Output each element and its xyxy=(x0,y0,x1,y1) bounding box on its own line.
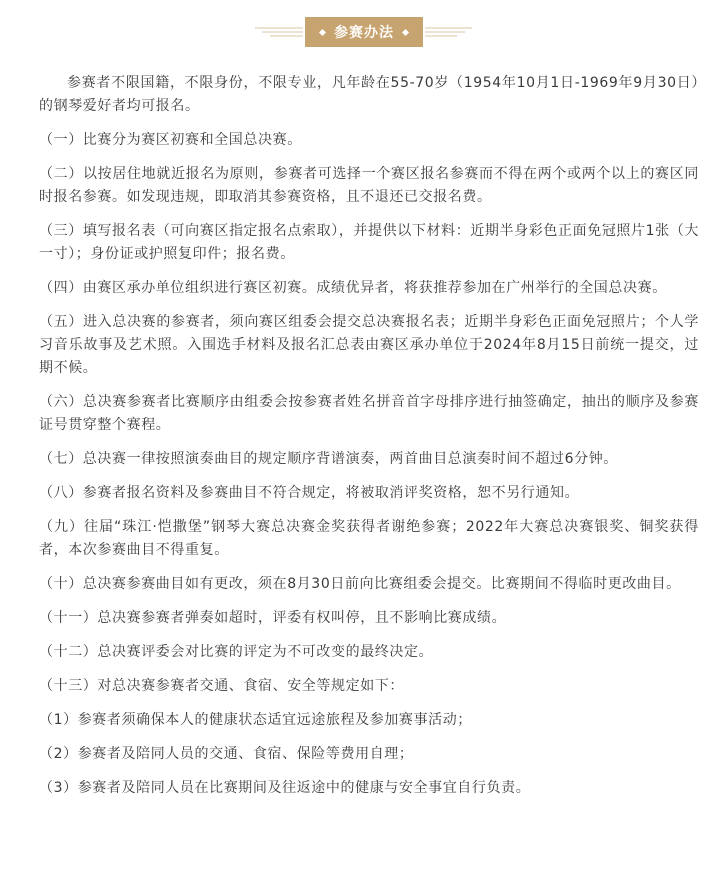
rule-item: （七）总决赛一律按照演奏曲目的规定顺序背谱演奏，两首曲目总演奏时间不超过6分钟。 xyxy=(39,451,618,467)
rule-item: （四）由赛区承办单位组织进行赛区初赛。成绩优异者，将获推荐参加在广州举行的全国总决赛。 xyxy=(39,280,667,296)
rule-subitem: （3）参赛者及陪同人员在比赛期间及往返途中的健康与安全事宜自行负责。 xyxy=(39,780,531,796)
diamond-icon xyxy=(402,28,409,35)
rule-item: （二）以按居住地就近报名为原则，参赛者可选择一个赛区报名参赛而不得在两个或两个以上的赛区同时报名参赛。如发现违规，即取消其参赛资格，且不退还已交报名费。 xyxy=(39,166,699,205)
rule-item: （五）进入总决赛的参赛者，须向赛区组委会提交总决赛报名表；近期半身彩色正面免冠照片；个人学习音乐故事及艺术照。入围选手材料及报名汇总表由赛区承办单位于2024年8月15日前统一提交，过期不候。 xyxy=(39,314,699,376)
rule-item: （十三）对总决赛参赛者交通、食宿、安全等规定如下： xyxy=(39,678,404,694)
rule-item: （八）参赛者报名资料及参赛曲目不符合规定，将被取消评奖资格，恕不另行通知。 xyxy=(39,485,580,501)
rule-item: （九）往届“珠江·恺撒堡”钢琴大赛总决赛金奖获得者谢绝参赛；2022年大赛总决赛银奖、铜奖获得者，本次参赛曲目不得重复。 xyxy=(39,519,699,558)
page-title: 参赛办法 xyxy=(334,25,394,41)
diamond-icon xyxy=(319,28,326,35)
rules-body xyxy=(39,72,699,811)
rule-subitem: （1）参赛者须确保本人的健康状态适宜远途旅程及参加赛事活动； xyxy=(39,712,472,728)
intro-paragraph: 参赛者不限国籍，不限身份，不限专业，凡年龄在55-70岁（1954年10月1日-1969年9月30日）的钢琴爱好者均可报名。 xyxy=(39,75,699,114)
rule-item: （十）总决赛参赛曲目如有更改，须在8月30日前向比赛组委会提交。比赛期间不得临时更改曲目。 xyxy=(39,576,681,592)
rule-item: （十一）总决赛参赛者弹奏如超时，评委有权叫停，且不影响比赛成绩。 xyxy=(39,610,507,626)
rule-item: （六）总决赛参赛者比赛顺序由组委会按参赛者姓名拼音首字母排序进行抽签确定，抽出的顺序及参赛证号贯穿整个赛程。 xyxy=(39,394,699,433)
title-badge xyxy=(305,17,423,47)
rule-item: （三）填写报名表（可向赛区指定报名点索取），并提供以下材料：近期半身彩色正面免冠照片1张（大一寸）；身份证或护照复印件；报名费。 xyxy=(39,223,699,262)
rule-item: （十二）总决赛评委会对比赛的评定为不可改变的最终决定。 xyxy=(39,644,434,660)
section-header xyxy=(0,14,726,50)
rule-subitem: （2）参赛者及陪同人员的交通、食宿、保险等费用自理； xyxy=(39,746,414,762)
rule-item: （一）比赛分为赛区初赛和全国总决赛。 xyxy=(39,132,302,148)
